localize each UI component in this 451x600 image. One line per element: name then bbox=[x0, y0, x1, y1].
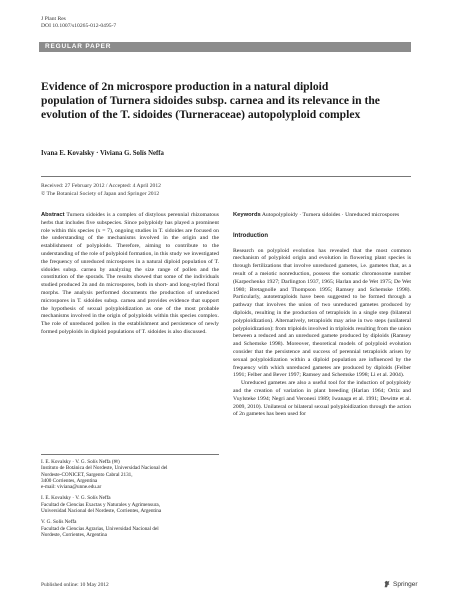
right-column bbox=[233, 212, 411, 419]
copyright-notice: © The Botanical Society of Japan and Springer 2012 bbox=[41, 190, 160, 197]
divider bbox=[41, 176, 411, 177]
affiliation-line: Facultad de Ciencias Exactas y Naturales y Agrimensura, bbox=[41, 501, 160, 508]
affiliation-line: V. G. Solís Neffa bbox=[41, 519, 77, 526]
affiliation-line: Nordeste-CONICET, Sargento Cabral 2131, bbox=[41, 471, 133, 478]
publication-date: Published online: 10 May 2012 bbox=[41, 582, 109, 588]
affiliation-block bbox=[41, 495, 219, 514]
affiliation-block bbox=[41, 519, 219, 538]
affiliation-line: Nordeste, Corrientes, Argentina bbox=[41, 531, 107, 538]
springer-horse-icon bbox=[383, 580, 391, 588]
keywords-label: Keywords bbox=[233, 212, 261, 218]
article-type-label: REGULAR PAPER bbox=[45, 43, 112, 50]
abstract-section bbox=[41, 212, 219, 337]
journal-header bbox=[41, 16, 116, 30]
affiliations bbox=[41, 459, 219, 543]
affiliation-email: e-mail: viviana@unne.edu.ar bbox=[41, 484, 102, 491]
affiliation-line: 3400 Corrientes, Argentina bbox=[41, 477, 98, 484]
publisher-name: Springer bbox=[393, 580, 418, 588]
doi-text: DOI 10.1007/s10265-012-0495-7 bbox=[41, 23, 117, 29]
author-list: Ivana E. Kovalsky · Viviana G. Solís Neffa bbox=[41, 150, 164, 157]
affiliation-block bbox=[41, 459, 219, 490]
article-title: Evidence of 2n microspore production in a natural diploid population of Turnera sidoides subsp. carnea and its relevance in the evolution of the T. sidoides (Turneraceae) autopolyploid complex bbox=[41, 80, 380, 121]
affiliation-line: Facultad de Ciencias Agrarias, Universidad Nacional del bbox=[41, 525, 159, 532]
keywords-paragraph bbox=[233, 212, 411, 220]
keywords-text: Autopolyploidy · Turnera sidoides · Unreduced microspores bbox=[261, 212, 400, 218]
abstract-label: Abstract bbox=[41, 212, 65, 218]
affiliation-line: Universidad Nacional del Nordeste, Corrientes, Argentina bbox=[41, 508, 162, 515]
journal-name: J Plant Res bbox=[41, 16, 66, 22]
publisher-logo bbox=[383, 580, 418, 588]
introduction-paragraph-1: Research on polyploid evolution has revealed that the most common mechanism of polyploid origin and evolution in flowering plant species is through fertilizations that involve unreduced gametes, i.e. gametes that, as a result of a meiotic nonreduction, possess the somatic chromosome number (Karpechenko 1927; Darlington 1937, 1965; Harlan and de Wet 1975; De Wet 1980; Bretagnolle and Thompson 1995; Ramsey and Schemske 1998). Particularly, autotetraploids have been suggested to be formed through a pathway that involves the union of two unreduced gametes produced by diploids, resulting in the production of tetraploids in a single step (bilateral polyploidization). Alternatively, tetraploids may arise in two steps (unilateral polyploidization): from triploids involved in triploids resulting from the union between a reduced and an unreduced gamete produced by diploids (Ramsey and Schemske 1998). Moreover, theoretical models of polyploid evolution consider that the persistence and success of perennial tetraploids arisen by sexual polyploidization within a diploid population are influenced by the frequency with which unreduced gametes are produced by diploids (Felber 1991; Felber and Bever 1997; Ramsey and Schemske 1998; Li et al. 2004). bbox=[233, 247, 411, 379]
article-type-banner bbox=[39, 42, 411, 52]
introduction-paragraph-2: Unreduced gametes are also a useful tool for the induction of polyploidy and the creation of variation in plant breeding (Harlan 1964; Ortiz and Vuylsteke 1994; Negri and Veronesi 1989; Iwanaga et al. 1991; Dewitte et al. 2009, 2010). Unilateral or bilateral sexual polyploidization through the action of 2n gametes has been used for bbox=[233, 380, 411, 418]
introduction-heading: Introduction bbox=[233, 232, 268, 239]
abstract-text: Turnera sidoides is a complex of distylous perennial rhizomatous herbs that includes five subspecies. Since polyploidy has played a prominent role within this species (x = 7), ongoing studies in T. sidoides are focused on the understanding of the mechanisms involved in the origin and the establishment of polyploids. Therefore, aiming to contribute to the understanding of the role of polyploid formation, in this study we investigated the frequency of unreduced microspores in a natural diploid population of T. sidoides subsp. carnea by analyzing the size range of pollen and the constitution of the sporads. The results showed that some of the individuals studied produced 2n and 4n microspores, both in short- and long-styled floral morphs. The analysis performed documents the production of unreduced microspores in T. sidoides subsp. carnea and provides evidence that support the hypothesis of sexual polyploidization as one of the most probable mechanisms involved in the origin of polyploids within this species complex. The role of unreduced pollen in the establishment and persistence of newly formed polyploids in diploid populations of T. sidoides is also discussed. bbox=[41, 212, 219, 335]
received-accepted-dates: Received: 27 February 2012 / Accepted: 4 April 2012 bbox=[41, 183, 161, 189]
abstract-paragraph bbox=[41, 212, 219, 337]
article-dates bbox=[41, 183, 161, 199]
affiliation-divider bbox=[41, 454, 219, 455]
affiliation-line: I. E. Kovalsky · V. G. Solís Neffa (✉) bbox=[41, 459, 120, 465]
affiliation-line: I. E. Kovalsky · V. G. Solís Neffa bbox=[41, 495, 111, 502]
affiliation-line: Instituto de Botánica del Nordeste, Universidad Nacional del bbox=[41, 465, 168, 472]
